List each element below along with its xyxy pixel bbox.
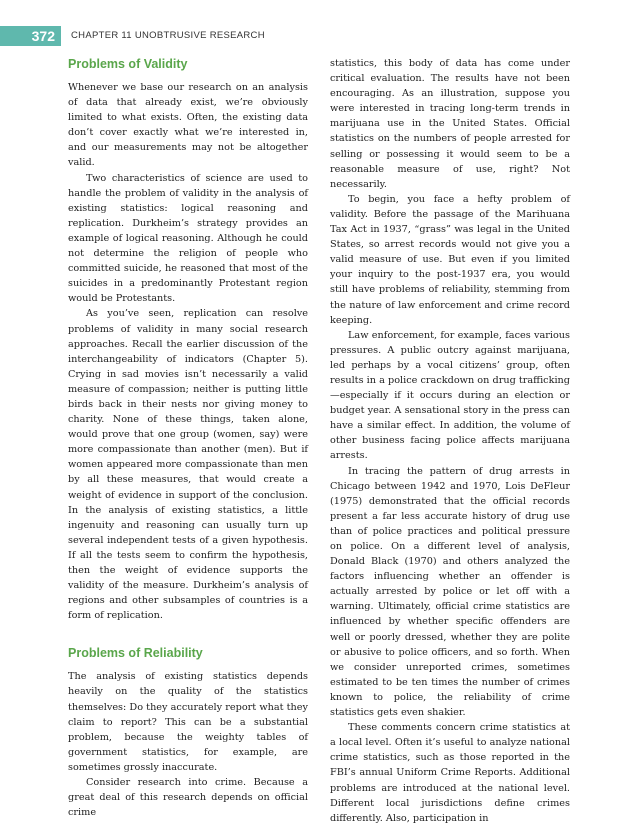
paragraph: Law enforcement, for example, faces various pressures. A public outcry against marijuana, led perhaps by a vocal citizens’ group, often results in a police crackdown on drug trafficking—especially if it occurs during an election or budget year. A sensational story in the press can have a similar effect. In addition, the volume of other business facing police affects marijuana arrests.: [330, 329, 570, 462]
heading-problems-of-reliability: Problems of Reliability: [68, 646, 203, 661]
left-column: [68, 56, 308, 820]
paragraph: As you’ve seen, replication can resolve problems of validity in many social research approaches. Recall the earlier discussion of the interchangeability of indicators (Chapter 5). Crying in sad movies isn’t necessarily a valid measure of compassion; neither is putting little birds back in their nests nor giving money to charity. None of these things, taken alone, would prove that one group (women, say) were more compassionate than another (men). But if women appeared more compassionate than men by all these measures, that would create a weight of evidence in support of the conclusion. In the analysis of existing statistics, a little ingenuity and reasoning can usually turn up several independent tests of a given hypothesis. If all the tests seem to confirm the hypothesis, then the weight of evidence supports the validity of the measure. Durkheim’s analysis of regions and other subsamples of countries is a form of replication.: [68, 308, 308, 622]
paragraph: statistics, this body of data has come under critical evaluation. The results have not been encouraging. As an illustration, suppose you were interested in tracing long-term trends in marijuana use in the United States. Official statistics on the numbers of people arrested for selling or possessing it would seem to be a reasonable measure of use, right? Not necessarily.: [330, 58, 570, 190]
paragraph: Whenever we base our research on an analysis of data that already exist, we’re obviously limited to what exists. Often, the existing data don’t cover exactly what we’re interested in, and our measurements may not be altogether valid.: [68, 82, 308, 169]
paragraph: Consider research into crime. Because a great deal of this research depends on official crime: [68, 777, 308, 819]
heading-problems-of-validity: Problems of Validity: [68, 57, 188, 71]
running-head: CHAPTER 11 UNOBTRUSIVE RESEARCH: [71, 30, 265, 41]
paragraph: The analysis of existing statistics depends heavily on the quality of the statistics themselves: Do they accurately report what they claim to report? This can be a substantial problem, because the weighty tables of government statistics, for example, are sometimes grossly inaccurate.: [68, 671, 308, 773]
paragraph: In tracing the pattern of drug arrests in Chicago between 1942 and 1970, Lois DeFleur (1975) demonstrated that the official records present a far less accurate history of drug use than of police practices and political pressure on police. On a different level of analysis, Donald Black (1970) and others analyzed the factors influencing whether an offender is actually arrested by police or let off with a warning. Ultimately, official crime statistics are influenced by whether specific offenders are well or poorly dressed, whether they are polite or abusive to police officers, and so forth. When we consider unreported crimes, sometimes estimated to be ten times the number of crimes known to police, the reliability of crime statistics gets even shakier.: [330, 465, 570, 719]
paragraph: To begin, you face a hefty problem of validity. Before the passage of the Marihuana Tax Act in 1937, “grass” was legal in the United States, so arrest records would not give you a valid measure of use. But even if you limited your inquiry to the post-1937 era, you would still have problems of reliability, stemming from the nature of law enforcement and crime record keeping.: [330, 193, 570, 326]
paragraph: Two characteristics of science are used to handle the problem of validity in the analysis of existing statistics: logical reasoning and replication. Durkheim’s strategy provides an example of logical reasoning. Although he could not determine the religion of people who committed suicide, he reasoned that most of the suicides in a predominantly Protestant region would be Protestants.: [68, 172, 308, 305]
right-column: [330, 56, 570, 826]
page-number: 372: [0, 26, 61, 46]
paragraph: These comments concern crime statistics at a local level. Often it’s useful to analyze national crime statistics, such as those reported in the FBI’s annual Uniform Crime Reports. Additional problems are introduced at the national level. Different local jurisdictions define crimes differently. Also, participation in: [330, 722, 570, 824]
